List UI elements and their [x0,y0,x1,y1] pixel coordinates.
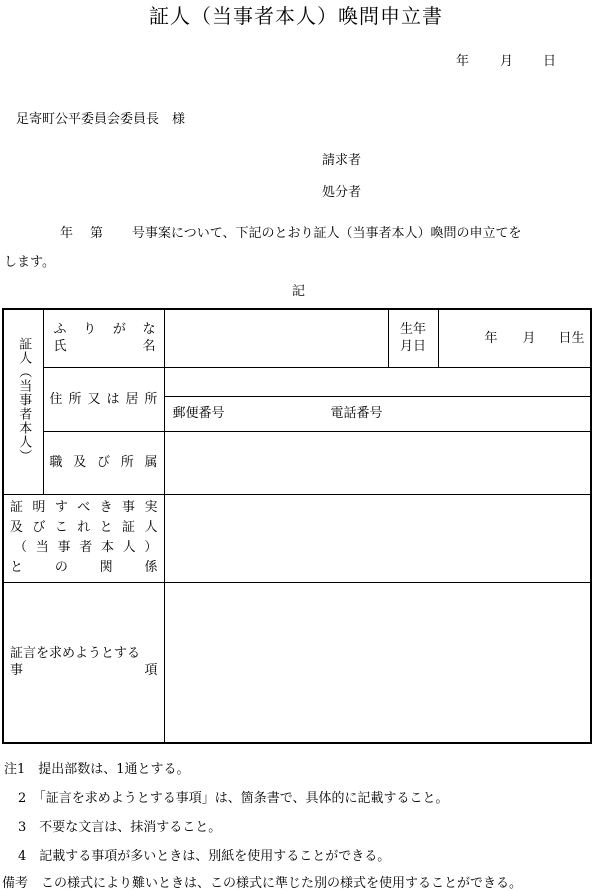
facts-input-cell[interactable] [164,494,591,582]
furigana-char-3: が [112,322,126,338]
facts-line-1-char-1: 証 [10,500,24,515]
furigana-label [44,321,164,338]
occupation-char-2: 及 [73,455,87,470]
date-month: 月 [500,54,514,69]
address-label [44,391,164,408]
address-char-2: 所 [68,391,82,407]
furigana-char-4: な [142,322,156,338]
occupation-label-cell [43,431,164,494]
birth-day: 日生 [558,331,585,346]
occupation-input-cell[interactable] [164,431,591,494]
occupation-char-1: 職 [49,455,63,470]
address-char-4: は [106,391,120,407]
facts-line-2-char-5: と [99,520,113,535]
furigana-char-1: ふ [53,322,67,338]
facts-line-1-char-7: 実 [144,500,158,515]
facts-line-4-char-2: の [54,560,68,575]
occupation-label [44,454,164,471]
body-line-1-text: 号事案について、下記のとおり証人（当事者本人）喚問の申立てを [132,226,522,241]
facts-line-1-char-3: す [54,500,68,515]
furigana-char-2: り [83,322,97,338]
note-2: 2 「証言を求めようとする事項」は、箇条書で、具体的に記載すること。 [18,791,449,806]
birth-label-2: 月日 [399,339,426,355]
name-label [44,338,164,355]
addressee: 足寄町公平委員会委員長 様 [16,112,186,127]
facts-line-2-char-1: 及 [10,520,24,535]
facts-line-2-char-2: び [32,520,46,535]
date-year: 年 [456,54,470,69]
birth-label-cell [388,309,438,367]
occupation-char-3: び [96,455,110,470]
birth-year: 年 [484,331,498,346]
facts-line-4-char-1: と [10,560,24,575]
birth-label-1: 生年 [399,322,426,338]
facts-line-2-char-4: れ [77,520,91,535]
remarks: 備考 この様式により難いときは、この様式に準じた別の様式を使用することができる。 [2,876,523,891]
birth-date-cell[interactable] [438,309,591,367]
facts-line-3-char-3: 事 [57,540,71,555]
name-char-1: 氏 [53,339,67,355]
address-line[interactable] [165,368,591,397]
facts-line-3-char-7: ） [144,540,158,555]
facts-line-2-char-3: こ [54,520,68,535]
requester-label: 請求者 [322,153,362,168]
facts-line-3-char-4: 者 [79,540,93,555]
occupation-char-4: 所 [120,455,134,470]
birth-month: 月 [522,331,536,346]
facts-line-4 [10,558,158,578]
facts-line-2-char-7: 人 [144,520,158,535]
date-day: 日 [543,54,557,69]
address-char-1: 住 [49,391,63,407]
facts-line-3-char-2: 当 [35,540,49,555]
address-char-5: 居 [125,391,139,407]
facts-label-cell [3,494,164,582]
facts-line-2-char-6: 証 [122,520,136,535]
testimony-line-2 [10,662,158,679]
facts-line-3-char-6: 人 [122,540,136,555]
facts-line-1-char-5: き [99,500,113,515]
name-char-2: 名 [142,339,156,355]
testimony-char-2: 項 [144,663,158,679]
page-title: 証人（当事者本人）喚問申立書 [149,4,443,28]
application-form-table [2,308,592,744]
witness-label-cell [3,309,43,494]
testimony-line-1: 証言を求めようとする [10,646,141,662]
facts-line-3 [10,538,158,558]
facts-line-1-char-4: べ [77,500,91,515]
testimony-label-cell [3,582,164,743]
address-label-cell [43,367,164,431]
facts-label [4,498,164,578]
facts-line-3-char-1: （ [14,540,28,555]
note-1: 注1 提出部数は、1通とする。 [4,762,190,777]
testimony-label [4,645,164,679]
occupation-char-5: 属 [144,455,158,470]
postal-label: 郵便番号 [172,405,225,421]
facts-line-2 [10,518,158,538]
contact-line[interactable] [165,397,591,431]
address-input-cell[interactable] [164,367,591,431]
phone-label: 電話番号 [330,405,383,421]
testimony-char-1: 事 [10,663,24,679]
testimony-input-cell[interactable] [164,582,591,743]
facts-line-1-char-6: 事 [122,500,136,515]
body-line-2: します。 [4,255,55,270]
body-line-1-number: 第 [90,226,104,241]
address-char-6: 所 [144,391,158,407]
note-3: 3 不要な文言は、抹消すること。 [18,820,222,835]
facts-line-1 [10,498,158,518]
disposer-label: 処分者 [322,185,362,200]
ki-heading: 記 [292,284,306,299]
name-input-cell[interactable] [164,309,388,367]
body-line-1-year: 年 [60,226,74,241]
note-4: 4 記載する事項が多いときは、別紙を使用することができる。 [18,849,391,864]
facts-line-3-char-5: 本 [100,540,114,555]
address-char-3: 又 [87,391,101,407]
facts-line-4-char-3: 関 [99,560,113,575]
facts-line-4-char-4: 係 [144,560,158,575]
witness-label: 証人（当事者本人） [16,336,32,463]
furigana-name-label-cell [43,309,164,367]
facts-line-1-char-2: 明 [32,500,46,515]
